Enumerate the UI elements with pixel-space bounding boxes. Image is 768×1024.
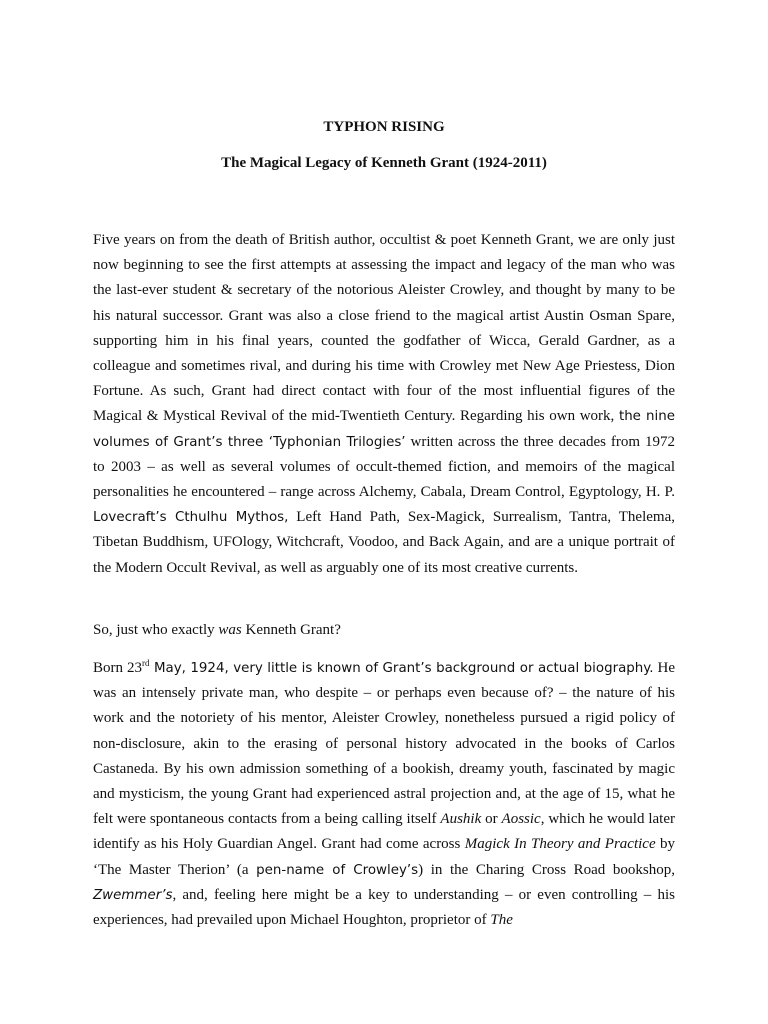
- paragraph-3-text-d: or: [481, 811, 502, 828]
- paragraph-2: [93, 618, 675, 643]
- paragraph-3-text-h: ) in the Charing Cross Road bookshop,: [418, 861, 675, 878]
- paragraph-3-text-a: Born 23: [93, 660, 142, 676]
- paragraph-3-text-e: , which he would later identify as his Holy Guardian Angel. Grant had come across: [93, 811, 675, 853]
- paragraph-3: [93, 656, 675, 933]
- paragraph-3-text-b: May, 1924, very little is known of Grant’s background or actual biography.: [149, 661, 654, 676]
- paragraph-1-text-d: Lovecraft’s Cthulhu Mythos,: [93, 510, 289, 526]
- paragraph-3-book-title: Magick In Theory and Practice: [464, 836, 656, 853]
- paragraph-1: [93, 228, 675, 581]
- paragraph-3-emphasis-aushik: Aushik: [440, 811, 482, 828]
- paragraph-1-text-b: the nine volumes of Grant’s three ‘Typhonian Trilogies’: [93, 409, 675, 450]
- paragraph-3-trailing-emphasis: The: [490, 912, 513, 929]
- paragraph-3-text-g: pen-name of Crowley’s: [256, 862, 419, 878]
- document-subtitle: The Magical Legacy of Kenneth Grant (1924-2011): [221, 155, 547, 171]
- paragraph-2-text-b: Kenneth Grant?: [241, 622, 341, 638]
- paragraph-1-text-a: Five years on from the death of British author, occultist & poet Kenneth Grant, we are only just now beginning to see the first attempts at assessing the impact and legacy of the man who was the last-ever student & secretary of the notorious Aleister Crowley, and thought by many to be his natural successor. Grant was also a close friend to the magical artist Austin Osman Spare, supporting him in his final years, counted the godfather of Wicca, Gerald Gardner, as a colleague and sometimes rival, and during his time with Crowley met New Age Priestess, Dion Fortune. As such, Grant had direct contact with four of the most influential figures of the Magical & Mystical Revival of the mid-Twentieth Century. Regarding his own work,: [93, 232, 675, 425]
- paragraph-3-text-i: , and, feeling here might be a key to understanding – or even controlling – his experiences, had prevailed upon Michael Houghton, proprietor of: [93, 886, 675, 929]
- document-title: TYPHON RISING: [323, 119, 445, 135]
- paragraph-3-text-c: He was an intensely private man, who despite – or perhaps even because of? – the nature of his work and the notoriety of his mentor, Aleister Crowley, nonetheless pursued a rigid policy of non-disclosure, akin to the erasing of personal history advocated in the books of Carlos Castaneda. By his own admission something of a bookish, dreamy youth, fascinated by magic and mysticism, the young Grant had experienced astral projection and, at the age of 15, what he felt were spontaneous contacts from a being calling itself: [93, 660, 676, 828]
- paragraph-1-text-e: Left Hand Path, Sex-Magick, Surrealism, Tantra, Thelema, Tibetan Buddhism, UFOlogy, Witchcraft, Voodoo, and Back Again, and are a unique portrait of the Modern Occult Revival, as well as arguably one of its most creative currents.: [93, 509, 675, 576]
- paragraph-3-text-f: by ‘The Master Therion’ (a: [93, 836, 676, 878]
- paragraph-3-superscript: rd: [141, 658, 150, 668]
- paragraph-2-text-a: So, just who exactly: [93, 622, 219, 638]
- paragraph-3-emphasis-aossic: Aossic: [501, 811, 541, 828]
- paragraph-1-text-c: written across the three decades from 1972 to 2003 – as well as several volumes of occult-themed fiction, and memoirs of the magical personalities he encountered – range across Alchemy, Cabala, Dream Control, Egyptology, H. P.: [93, 433, 675, 501]
- paragraph-3-bookshop-name: Zwemmer’s: [93, 887, 173, 903]
- paragraph-2-emphasis: was: [218, 622, 242, 638]
- page-content: [93, 0, 675, 1024]
